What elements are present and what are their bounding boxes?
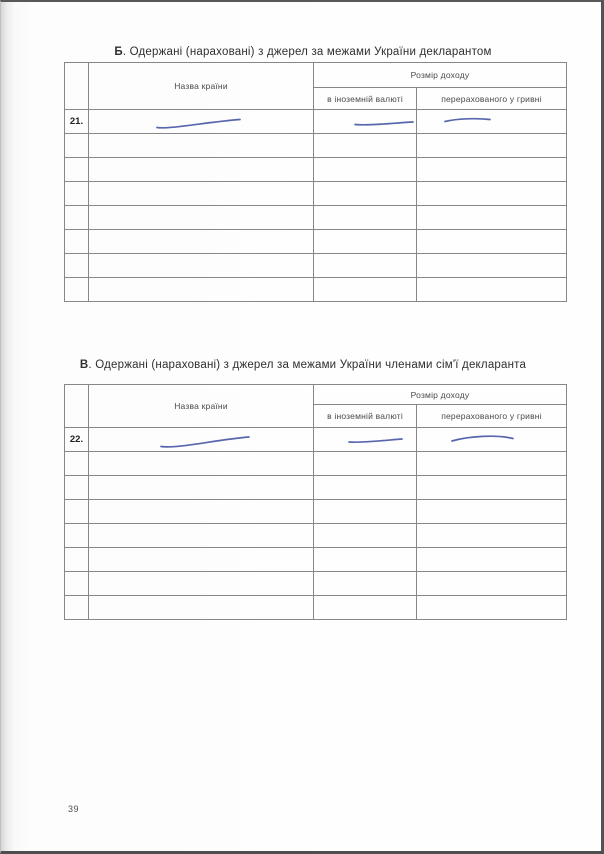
empty-cell: [89, 278, 314, 302]
ink-stroke: [417, 110, 565, 132]
ink-stroke: [314, 428, 415, 450]
empty-cell: [89, 230, 314, 254]
empty-cell: [89, 476, 314, 500]
page-number: 39: [68, 804, 80, 814]
section-v-title: [1, 359, 604, 371]
table-body: [65, 428, 567, 620]
empty-cell: [89, 254, 314, 278]
empty-cell: [314, 548, 417, 572]
empty-cell: [65, 452, 89, 476]
empty-cell: [314, 476, 417, 500]
empty-cell: [314, 134, 417, 158]
empty-cell: [314, 524, 417, 548]
ink-stroke: [314, 110, 415, 132]
ink-stroke: [89, 110, 312, 132]
empty-cell: [65, 476, 89, 500]
empty-cell: [89, 452, 314, 476]
hryvnia-cell: [417, 110, 567, 134]
section-v-title-text: . Одержані (нараховані) з джерел за межами України членами сім'ї декларанта: [88, 359, 527, 371]
empty-cell: [314, 230, 417, 254]
section-b-title: [1, 46, 604, 58]
table-empty-row: [65, 182, 567, 206]
table-empty-row: [65, 278, 567, 302]
col-header-foreign-currency: в іноземній валюті: [314, 88, 417, 110]
foreign-currency-cell: [314, 428, 417, 452]
table-row-21: [65, 110, 567, 134]
empty-cell: [89, 572, 314, 596]
table-empty-row: [65, 206, 567, 230]
country-cell: [89, 110, 314, 134]
country-cell: [89, 428, 314, 452]
col-header-hryvnia: перерахованого у гривні: [417, 88, 567, 110]
col-header-country: Назва країни: [89, 385, 314, 428]
row-number: 22.: [65, 428, 89, 452]
empty-cell: [65, 158, 89, 182]
empty-cell: [65, 278, 89, 302]
col-header-foreign-currency: в іноземній валюті: [314, 405, 417, 428]
table-empty-row: [65, 254, 567, 278]
col-header-hryvnia: перерахованого у гривні: [417, 405, 567, 428]
table-empty-row: [65, 134, 567, 158]
empty-cell: [89, 182, 314, 206]
empty-cell: [89, 596, 314, 620]
income-table-family: [64, 384, 567, 620]
section-b-title-text: . Одержані (нараховані) з джерел за межами України декларантом: [122, 46, 492, 58]
table-empty-row: [65, 476, 567, 500]
empty-cell: [65, 134, 89, 158]
empty-cell: [417, 278, 567, 302]
empty-cell: [417, 500, 567, 524]
empty-cell: [65, 500, 89, 524]
empty-cell: [89, 548, 314, 572]
row-number-header: [65, 385, 89, 428]
empty-cell: [417, 524, 567, 548]
empty-cell: [89, 524, 314, 548]
empty-cell: [417, 254, 567, 278]
empty-cell: [89, 206, 314, 230]
empty-cell: [314, 500, 417, 524]
empty-cell: [417, 572, 567, 596]
empty-cell: [314, 452, 417, 476]
empty-cell: [65, 524, 89, 548]
empty-cell: [417, 206, 567, 230]
empty-cell: [65, 182, 89, 206]
table-body: [65, 110, 567, 302]
col-header-country: Назва країни: [89, 63, 314, 110]
table-row-22: [65, 428, 567, 452]
empty-cell: [417, 476, 567, 500]
table-empty-row: [65, 452, 567, 476]
table-empty-row: [65, 158, 567, 182]
empty-cell: [314, 206, 417, 230]
table-empty-row: [65, 596, 567, 620]
empty-cell: [417, 452, 567, 476]
header-row-top: [65, 63, 567, 88]
table-empty-row: [65, 548, 567, 572]
empty-cell: [65, 596, 89, 620]
table-empty-row: [65, 230, 567, 254]
section-b-letter: Б: [114, 46, 123, 58]
empty-cell: [65, 206, 89, 230]
empty-cell: [417, 134, 567, 158]
table-empty-row: [65, 524, 567, 548]
empty-cell: [65, 548, 89, 572]
col-header-income: Розмір доходу: [314, 63, 567, 88]
empty-cell: [417, 596, 567, 620]
empty-cell: [65, 254, 89, 278]
empty-cell: [89, 158, 314, 182]
income-table-declarant: [64, 62, 567, 302]
foreign-currency-cell: [314, 110, 417, 134]
empty-cell: [65, 572, 89, 596]
empty-cell: [417, 158, 567, 182]
ink-stroke: [89, 428, 312, 450]
empty-cell: [314, 254, 417, 278]
empty-cell: [314, 182, 417, 206]
section-v-letter: В: [79, 359, 89, 371]
empty-cell: [314, 596, 417, 620]
table-empty-row: [65, 572, 567, 596]
empty-cell: [417, 548, 567, 572]
empty-cell: [314, 278, 417, 302]
ink-stroke: [417, 428, 565, 450]
header-row-top: [65, 385, 567, 405]
table-empty-row: [65, 500, 567, 524]
hryvnia-cell: [417, 428, 567, 452]
row-number-header: [65, 63, 89, 110]
empty-cell: [89, 134, 314, 158]
empty-cell: [314, 572, 417, 596]
empty-cell: [417, 230, 567, 254]
empty-cell: [65, 230, 89, 254]
empty-cell: [89, 500, 314, 524]
col-header-income: Розмір доходу: [314, 385, 567, 405]
row-number: 21.: [65, 110, 89, 134]
empty-cell: [417, 182, 567, 206]
empty-cell: [314, 158, 417, 182]
